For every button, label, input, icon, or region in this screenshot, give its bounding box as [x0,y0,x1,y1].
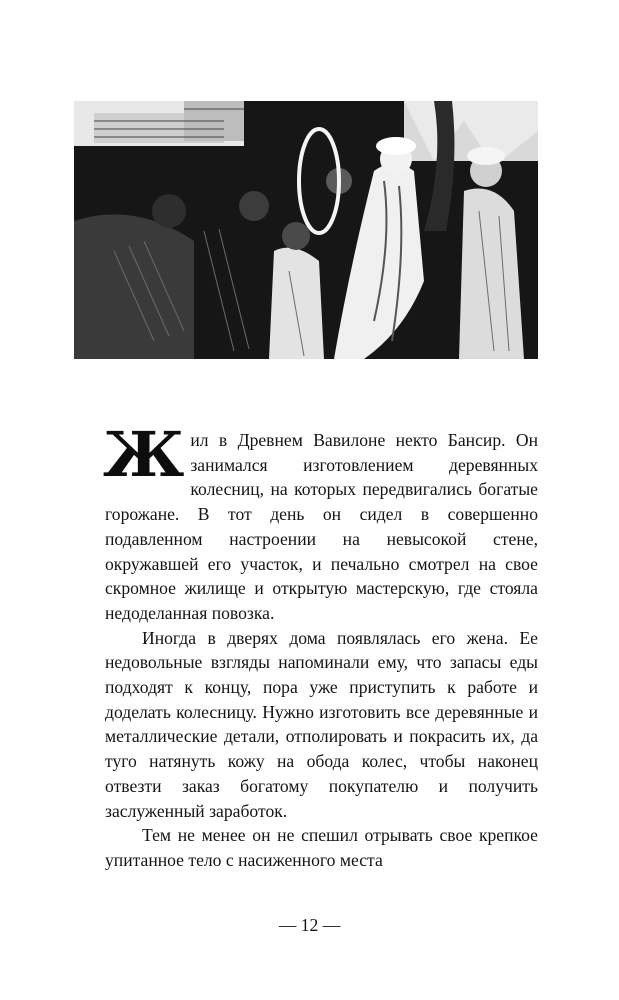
paragraph-1 [103,418,538,626]
engraving-illustration [74,101,538,359]
main-text [103,418,538,873]
paragraph-3: Тем не менее он не спешил отрывать свое крепкое упитанное тело с насиженного места [105,825,538,870]
page-number: — 12 — [278,915,341,935]
paragraph-1-text: ил в Древнем Вавилоне некто Бансир. Он занимался изготовлением деревянных колесниц, на которых передвигались богатые горожане. В тот день он сидел в совершенно подавленном настроении на невысокой стене, окружавшей его участок, и печально смотрел на свое скромное жилище и открытую мастерскую, где стояла недоделанная повозка. [105,430,538,623]
drop-cap: Ж [103,418,185,491]
babylon-crowd-engraving-icon [74,101,538,359]
paragraph-2: Иногда в дверях дома появлялась его жена. Ее недовольные взгляды напоминали ему, что запасы еды подходят к концу, пора уже приступить к работе и доделать колесницу. Нужно изготовить все деревянные и металлические детали, отполировать и покрасить их, да туго натянуть кожу на обода колес, чтобы наконец отвезти заказ богатому покупателю и получить заслуженный заработок. [105,627,538,821]
